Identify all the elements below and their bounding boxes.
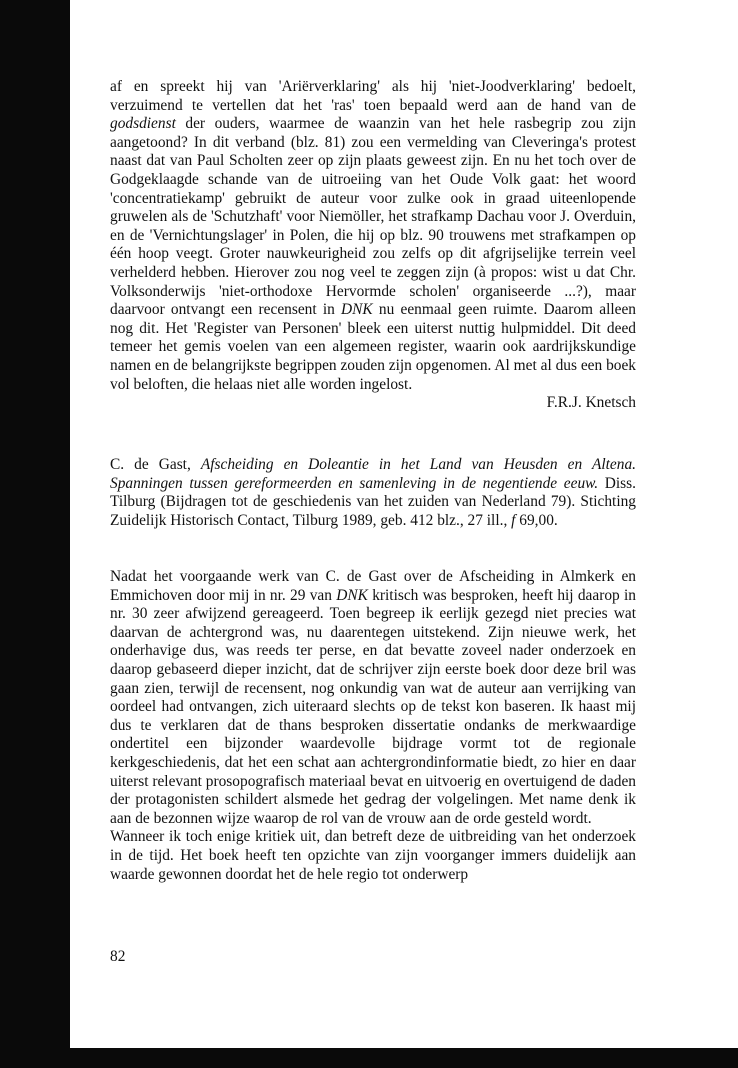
price-symbol: f — [511, 511, 516, 529]
text-run: nu eenmaal geen ruimte. Daarom alleen nog dit. Het 'Register van Personen' bleek een uiterst nuttig hulpmiddel. Dit deed temeer het gemis voelen van een algemeen register, waarin ook aardrijkskundige namen en de belangrijkste begrippen zouden zijn opgenomen. Al met al dus een boek vol beloften, die helaas niet alle worden ingelost. — [110, 301, 636, 393]
review-body — [110, 568, 636, 884]
book-details: Diss. Tilburg (Bijdragen tot de geschiedenis van het zuiden van Nederland 79). Stichting Zuidelijk Historisch Contact, Tilburg 1989, geb. 412 blz., 27 ill., — [110, 474, 636, 529]
review-paragraph-2: Wanneer ik toch enige kritiek uit, dan betreft deze de uitbreiding van het onderzoek in de tijd. Het boek heeft ten opzichte van zijn voorganger immers duidelijk aan waarde gewonnen doordat het de hele regio tot onderwerp — [110, 828, 636, 883]
italic-term: godsdienst — [110, 115, 176, 133]
book-title: Afscheiding en Doleantie in het Land van Heusden en Altena. Spanningen tussen gereformeerden en samenleving in de negentiende eeuw. — [110, 456, 636, 492]
book-citation — [110, 456, 636, 530]
scan-bottom-border — [0, 1048, 738, 1068]
text-run: kritisch was besproken, heeft hij daarop in nr. 30 zeer afwijzend gereageerd. Toen begreep ik eerlijk gezegd niet precies wat daarvan de achtergrond was, nu daarentegen uitstekend. Zijn nieuwe werk, het onderhavige dus, was reeds ter perse, en dat bevatte zoveel nader onderzoek en daarop gebaseerd dieper inzicht, dat de schrijver zijn eerste boek door deze bril was gaan zien, terwijl de recensent, nog onkundig van wat de auteur aan verrijking van oordeel had ontvangen, zich uiteraard slechts op de tekst kon baseren. Ik haast mij dus te verklaren dat de thans besproken dissertatie ondanks de merkwaardige ondertitel een bijzonder waardevolle bijdrage vormt tot de regionale kerkgeschiedenis, dat het een schat aan achtergrondinformatie biedt, zo hier en daar uiterst relevant prosopografisch materiaal bevat en uitvoerig en overtuigend de daden der protagonisten schildert alsmede het gedrag der volgelingen. Met name denk ik aan de bezonnen wijze waarop de rol van de vrouw aan de orde gesteld wordt. — [110, 586, 636, 827]
book-price: 69,00. — [515, 511, 558, 529]
scan-left-border — [0, 0, 70, 1068]
text-run: Nadat het voorgaande werk van C. de Gast over de Afscheiding in Almkerk en Emmichoven door mij in nr. 29 van — [110, 568, 636, 604]
text-run: af en spreekt hij van 'Ariërverklaring' als hij 'niet-Joodverklaring' bedoelt, verzuimend te vertellen dat het 'ras' toen bepaald werd aan de hand van de — [110, 78, 636, 114]
book-entry — [110, 456, 636, 530]
review-continuation — [110, 78, 636, 394]
text-run: der ouders, waarmee de waanzin van het hele rasbegrip zou zijn aangetoond? In dit verband (blz. 81) zou een vermelding van Cleveringa's protest naast dat van Paul Scholten zeer op zijn plaats geweest zijn. En nu het toch over de Godgeklaagde schande van de uitroeiing van het Oude Volk gaat: het woord 'concentratiekamp' gebruikt de auteur voor zulke ook in graad uiteenlopende gruwelen als de 'Schutzhaft' voor Niemöller, het strafkamp Dachau voor J. Overduin, en de 'Vernichtungslager' in Polen, die hij op blz. 90 trouwens met strafkampen op één hoop veegt. Groter nauwkeurigheid zou zelfs op dit afgrijselijke terrein veel verhelderd hebben. Hierover zou nog veel te zeggen zijn (à propos: wist u dat Chr. Volksonderwijs 'niet-orthodoxe Hervormde scholen' organiseerde ...?), maar daarvoor ontvangt een recensent in — [110, 115, 636, 319]
reviewer-signature: F.R.J. Knetsch — [546, 394, 636, 411]
journal-abbrev: DNK — [336, 586, 368, 604]
journal-abbrev: DNK — [341, 301, 373, 319]
review-paragraph — [110, 78, 636, 394]
book-author: C. de Gast, — [110, 456, 201, 473]
page-number: 82 — [110, 948, 126, 965]
review-paragraph-1 — [110, 568, 636, 828]
